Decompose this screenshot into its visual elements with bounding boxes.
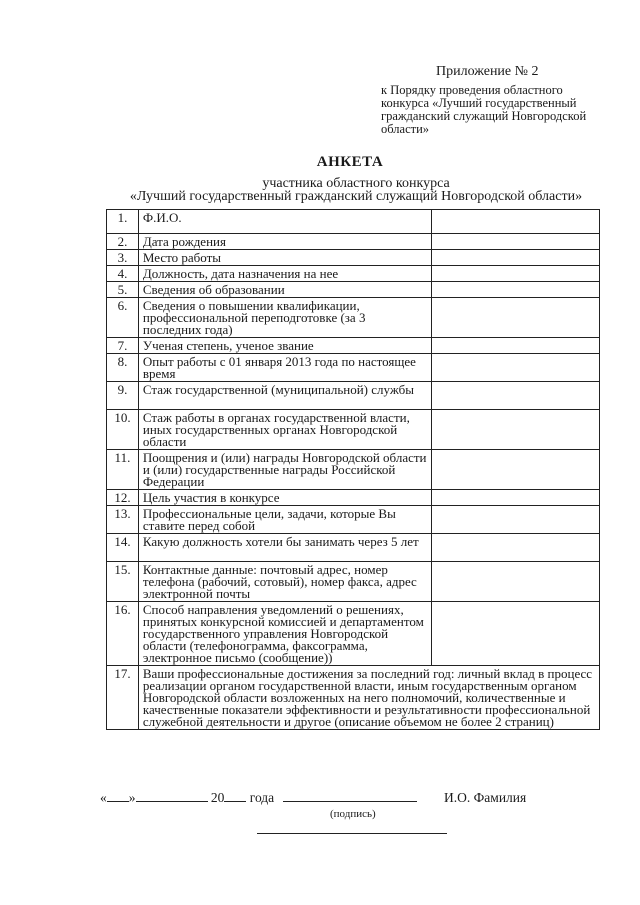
row-number: 2.	[107, 234, 139, 250]
year-blank[interactable]	[224, 801, 246, 802]
row-answer-cell[interactable]	[431, 250, 599, 266]
row-question: Цель участия в конкурсе	[138, 490, 431, 506]
row-number: 12.	[107, 490, 139, 506]
row-number: 4.	[107, 266, 139, 282]
table-row	[107, 338, 600, 354]
year-suffix: года	[249, 790, 275, 805]
row-number: 8.	[107, 354, 139, 382]
table-row	[107, 490, 600, 506]
row-number: 1.	[107, 210, 139, 234]
row-answer-cell[interactable]	[431, 266, 599, 282]
row-number: 14.	[107, 534, 139, 562]
row-question: Стаж государственной (муниципальной) службы	[138, 382, 431, 410]
row-answer-cell[interactable]	[431, 534, 599, 562]
signature-blank[interactable]	[283, 801, 417, 802]
row-question: Сведения о повышении квалификации, профессиональной переподготовке (за 3 последних года)	[138, 298, 431, 338]
row-number: 11.	[107, 450, 139, 490]
table-row-wide	[107, 666, 600, 730]
table-row	[107, 450, 600, 490]
table-row	[107, 534, 600, 562]
table-row	[107, 410, 600, 450]
row-number: 17.	[107, 666, 139, 730]
date-open-quote: «	[100, 790, 107, 805]
row-answer-cell[interactable]	[431, 450, 599, 490]
appendix-title: Приложение № 2	[436, 64, 539, 79]
row-question: Стаж работы в органах государственной власти, иных государственных органах Новгородской области	[138, 410, 431, 450]
day-blank[interactable]	[107, 801, 129, 802]
row-number: 13.	[107, 506, 139, 534]
row-question: Контактные данные: почтовый адрес, номер телефона (рабочий, сотовый), номер факса, адрес электронной почты	[138, 562, 431, 602]
questionnaire-table	[106, 209, 600, 730]
row-number: 16.	[107, 602, 139, 666]
row-number: 9.	[107, 382, 139, 410]
row-answer-cell[interactable]	[431, 562, 599, 602]
row-number: 6.	[107, 298, 139, 338]
signature-hint: (подпись)	[330, 808, 376, 820]
row-question: Сведения об образовании	[138, 282, 431, 298]
table-row	[107, 282, 600, 298]
row-question: Какую должность хотели бы занимать через 5 лет	[138, 534, 431, 562]
row-number: 3.	[107, 250, 139, 266]
row-answer-cell[interactable]	[431, 282, 599, 298]
row-number: 15.	[107, 562, 139, 602]
table-row	[107, 298, 600, 338]
row-answer-cell[interactable]	[431, 298, 599, 338]
table-row	[107, 354, 600, 382]
table-row	[107, 266, 600, 282]
row-answer-cell[interactable]	[431, 338, 599, 354]
row-answer-cell[interactable]	[431, 354, 599, 382]
table-row	[107, 506, 600, 534]
date-close-quote: »	[128, 790, 136, 805]
row-question: Место работы	[138, 250, 431, 266]
year-prefix: 20	[210, 790, 225, 805]
signature-date-line	[100, 790, 417, 806]
row-number: 10.	[107, 410, 139, 450]
row-answer-cell[interactable]	[431, 382, 599, 410]
table-row	[107, 210, 600, 234]
row-number: 7.	[107, 338, 139, 354]
month-blank[interactable]	[136, 801, 208, 802]
row-question: Способ направления уведомлений о решениях, принятых конкурсной комиссией и департаментом государственного управления Новгородской области (телефонограмма, факсограмма, электронное письмо (сообщение))	[138, 602, 431, 666]
table-row	[107, 234, 600, 250]
row-question: Опыт работы с 01 января 2013 года по настоящее время	[138, 354, 431, 382]
row-question: Дата рождения	[138, 234, 431, 250]
name-label: И.О. Фамилия	[444, 790, 527, 805]
appendix-subtitle: к Порядку проведения областного конкурса «Лучший государственный гражданский служащий Новгородской области»	[381, 83, 587, 136]
row-answer-cell[interactable]	[431, 602, 599, 666]
bottom-rule	[257, 833, 447, 834]
document-subtitle-line-1: участника областного конкурса	[262, 176, 450, 191]
row-question: Должность, дата назначения на нее	[138, 266, 431, 282]
row-question: Ученая степень, ученое звание	[138, 338, 431, 354]
table-row	[107, 382, 600, 410]
document-title: АНКЕТА	[316, 154, 384, 170]
row-question: Ф.И.О.	[138, 210, 431, 234]
row-question: Поощрения и (или) награды Новгородской области и (или) государственные награды Российской Федерации	[138, 450, 431, 490]
row-question-wide[interactable]: Ваши профессиональные достижения за последний год: личный вклад в процесс реализации органом государственной власти, иным государственным органом Новгородской области возложенных на него полномочий, количественные и качественные показатели эффективности и результативности профессиональной служебной деятельности и другое (описание объемом не более 2 страниц)	[138, 666, 599, 730]
row-question: Профессиональные цели, задачи, которые Вы ставите перед собой	[138, 506, 431, 534]
row-answer-cell[interactable]	[431, 410, 599, 450]
row-number: 5.	[107, 282, 139, 298]
table-row	[107, 562, 600, 602]
document-subtitle-line-2: «Лучший государственный гражданский служащий Новгородской области»	[129, 189, 583, 204]
row-answer-cell[interactable]	[431, 234, 599, 250]
row-answer-cell[interactable]	[431, 506, 599, 534]
row-answer-cell[interactable]	[431, 490, 599, 506]
table-row	[107, 250, 600, 266]
row-answer-cell[interactable]	[431, 210, 599, 234]
table-row	[107, 602, 600, 666]
